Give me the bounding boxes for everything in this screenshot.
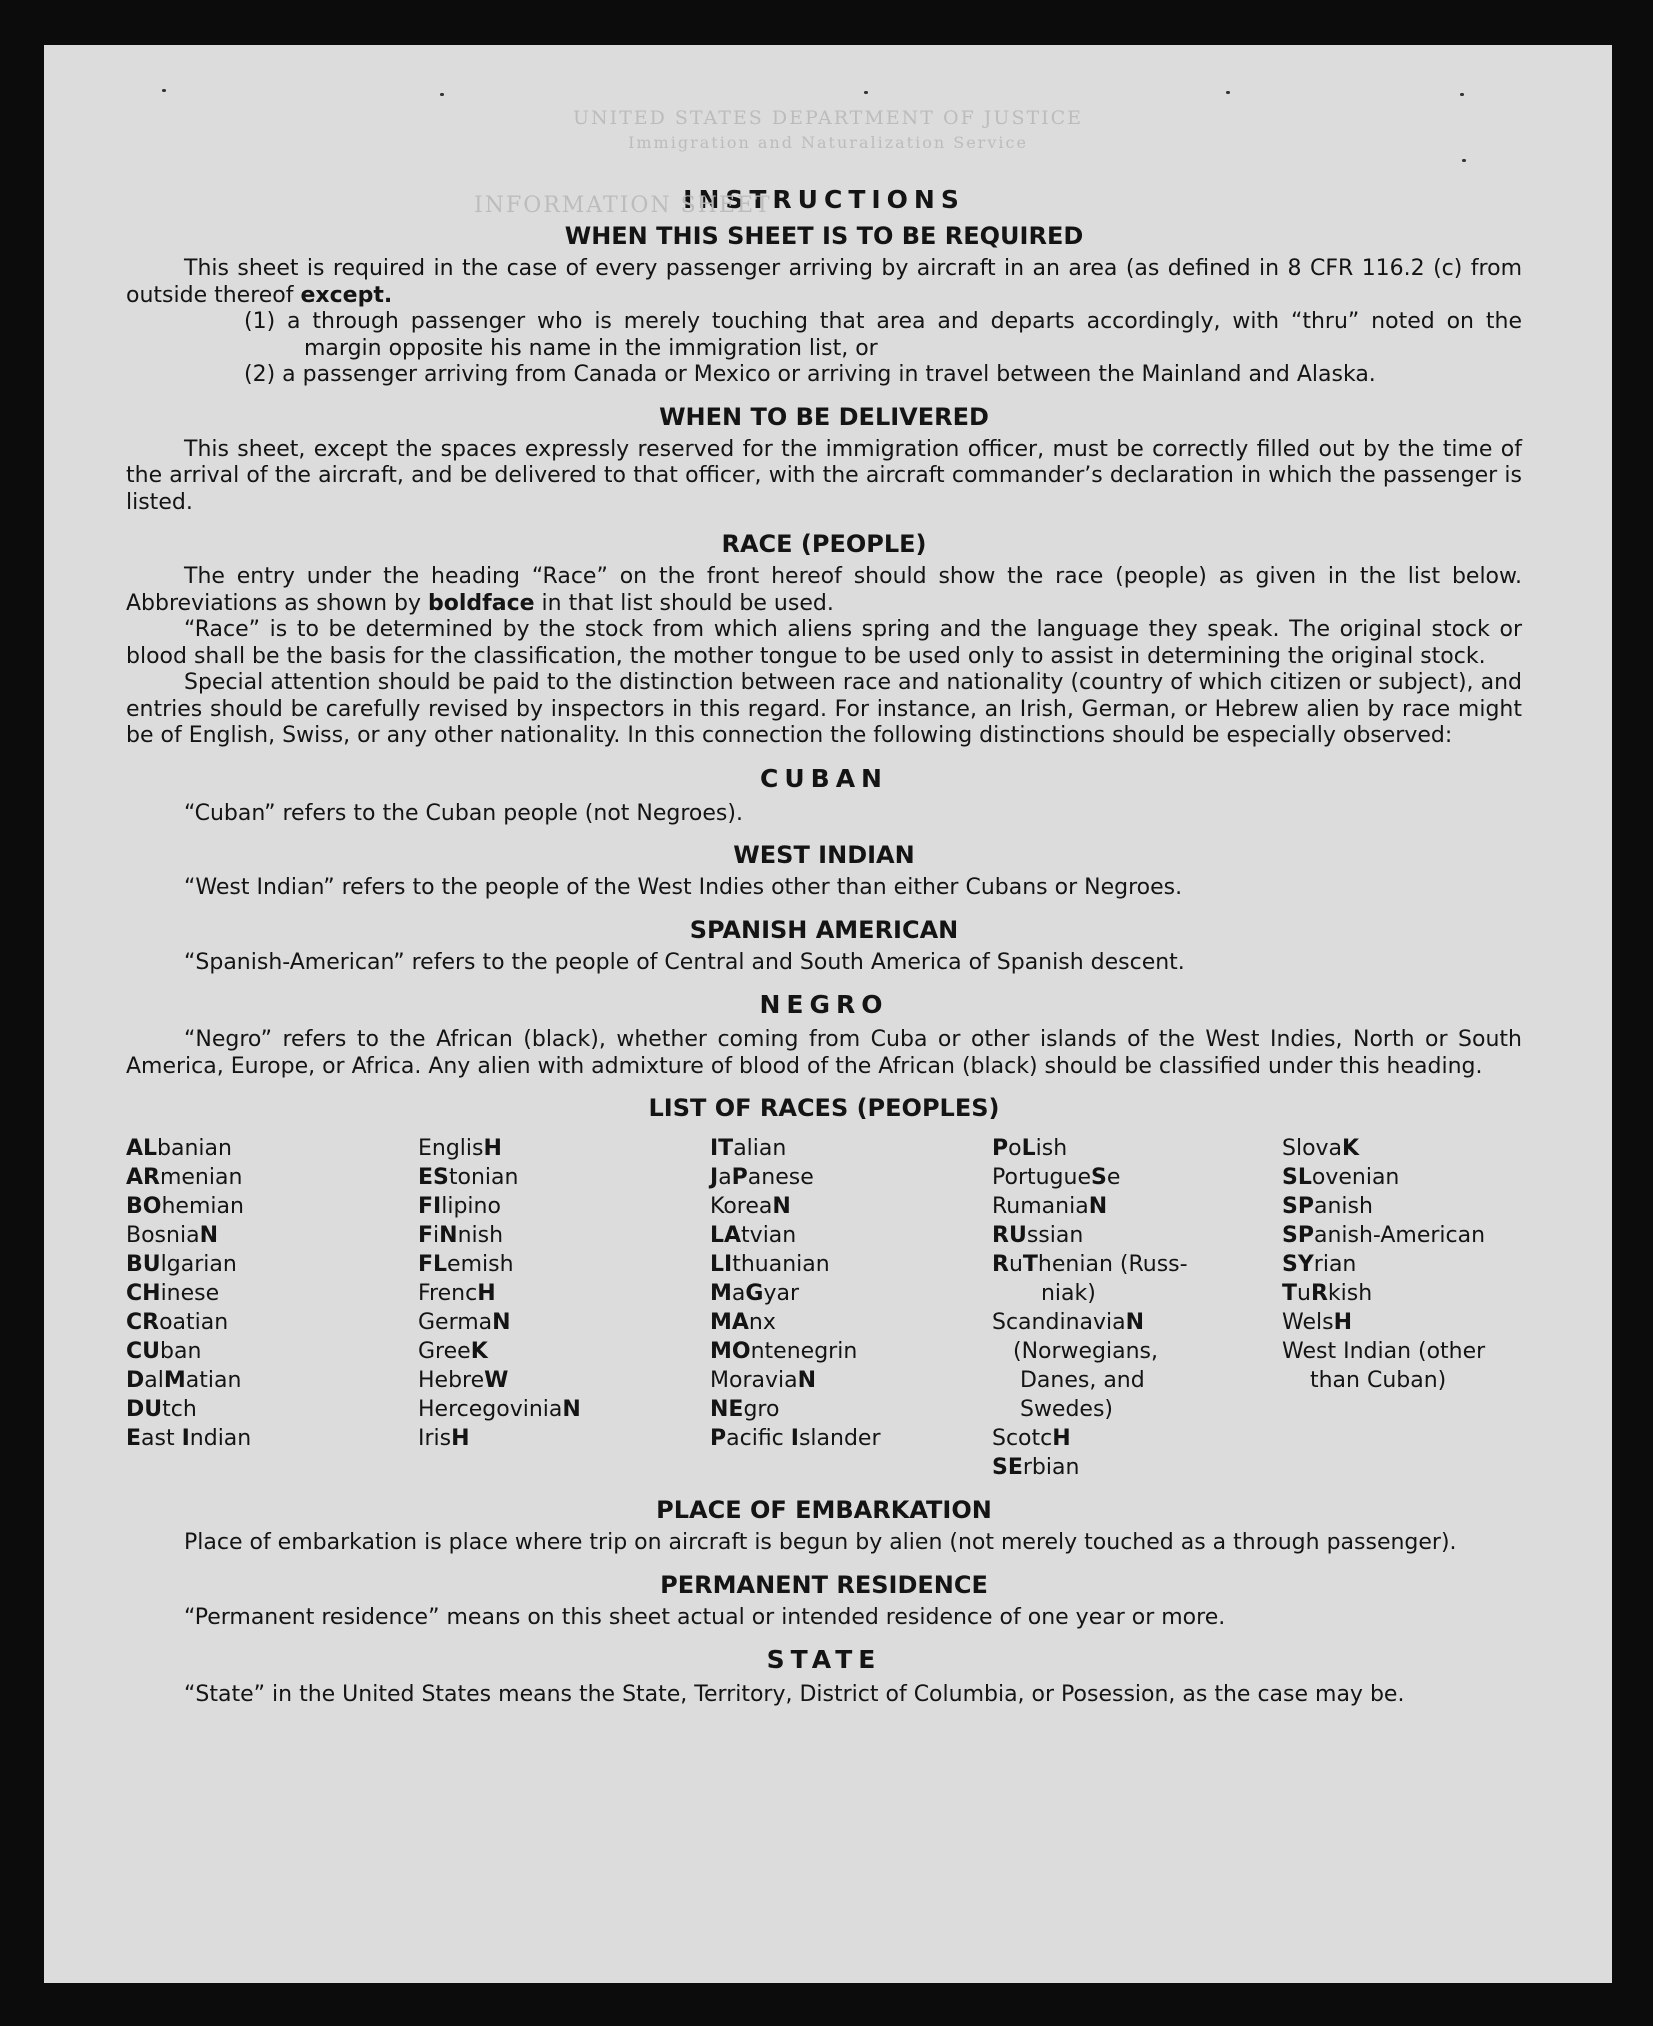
show-through-title: INFORMATION SHEET	[474, 193, 772, 218]
race-item: DalMatian	[126, 1368, 242, 1393]
race-item: BosniaN	[126, 1223, 218, 1248]
show-through-subheader: Immigration and Naturalization Service	[628, 133, 1028, 152]
race-item: LIthuanian	[710, 1252, 830, 1277]
race-item: West Indian (other than Cuban)	[1282, 1339, 1486, 1393]
spanish-american-text: “Spanish-American” refers to the people of Central and South America of Spanish descent.	[184, 949, 1185, 975]
race-item: CRoatian	[126, 1310, 229, 1335]
race-item: SLovenian	[1282, 1165, 1400, 1190]
race-item: BOhemian	[126, 1194, 244, 1219]
race-heading: RACE (PEOPLE)	[721, 530, 927, 558]
race-item: FiNnish	[418, 1223, 504, 1248]
race-item: CHinese	[126, 1281, 220, 1306]
race-item: ALbanian	[126, 1136, 232, 1161]
race-item: LAtvian	[710, 1223, 797, 1248]
race-paragraph-1: The entry under the heading “Race” on the front hereof should show the race (people) as given in the list below. Abbreviations as shown by boldface in that list should be used.	[126, 564, 1522, 616]
specks	[1462, 159, 1466, 162]
race-item: East Indian	[126, 1426, 252, 1451]
race-item: MAnx	[710, 1310, 776, 1335]
race-item: GermaN	[418, 1310, 511, 1335]
race-paragraph-2: “Race” is to be determined by the stock from which aliens spring and the language they speak. The original stock or blood shall be the basis for the classification, the mother tongue to be used only to assist in determining the original stock.	[126, 617, 1522, 669]
race-item: SPanish	[1282, 1194, 1373, 1219]
page-title: INSTRUCTIONS	[683, 185, 965, 214]
state-heading: STATE	[766, 1645, 882, 1674]
show-through-header: UNITED STATES DEPARTMENT OF JUSTICE	[572, 107, 1084, 129]
specks	[1460, 93, 1464, 96]
when-required-item-2: (2) a passenger arriving from Canada or Mexico or arriving in travel between the Mainland and Alaska.	[244, 362, 1376, 387]
race-item: FrencH	[418, 1281, 496, 1306]
embarkation-text: Place of embarkation is place where trip on aircraft is begun by alien (not merely touched as a through passenger).	[184, 1530, 1457, 1555]
races-column-4	[992, 1134, 1282, 1482]
races-column-3	[710, 1134, 992, 1482]
when-required-item-1: (1) a through passenger who is merely touching that area and departs accordingly, with “thru” noted on the margin opposite his name in the immigration list, or	[244, 309, 1522, 361]
when-delivered-heading: WHEN TO BE DELIVERED	[659, 402, 989, 431]
race-item: MoraviaN	[710, 1368, 817, 1393]
races-column-5	[1282, 1134, 1542, 1482]
race-item: WelsH	[1282, 1310, 1352, 1335]
race-item: SErbian	[992, 1455, 1080, 1480]
race-item: RumaniaN	[992, 1194, 1108, 1219]
race-item: ScotcH	[992, 1426, 1071, 1451]
race-item: MOntenegrin	[710, 1339, 858, 1364]
race-item: SYrian	[1282, 1252, 1357, 1277]
race-item: ITalian	[710, 1136, 787, 1161]
specks	[162, 89, 166, 92]
specks	[864, 91, 868, 94]
race-item: FIlipino	[418, 1194, 501, 1219]
west-indian-text: “West Indian” refers to the people of the West Indies other than either Cubans or Negroes.	[184, 875, 1183, 900]
race-item: ARmenian	[126, 1165, 243, 1190]
race-item: EStonian	[418, 1165, 519, 1190]
cuban-text: “Cuban” refers to the Cuban people (not Negroes).	[184, 800, 743, 826]
race-item: JaPanese	[710, 1165, 814, 1190]
race-item: HebreW	[418, 1368, 509, 1393]
race-item: BUlgarian	[126, 1252, 237, 1277]
race-item: RuThenian (Russ- niak)	[992, 1252, 1188, 1306]
race-item: KoreaN	[710, 1194, 791, 1219]
race-item: PortugueSe	[992, 1165, 1121, 1190]
negro-text: “Negro” refers to the African (black), whether coming from Cuba or other islands of the West Indies, North or South America, Europe, or Africa. Any alien with admixture of blood of the African (black) should be classified under this heading.	[126, 1027, 1522, 1079]
permanent-residence-heading: PERMANENT RESIDENCE	[660, 1570, 988, 1599]
race-item: IrisH	[418, 1426, 470, 1451]
race-item: Pacific Islander	[710, 1426, 881, 1451]
race-item: RUssian	[992, 1223, 1084, 1248]
race-item: PoLish	[992, 1136, 1068, 1161]
race-item: GreeK	[418, 1339, 488, 1364]
state-text: “State” in the United States means the State, Territory, District of Columbia, or Posession, as the case may be.	[184, 1682, 1405, 1707]
specks	[1226, 91, 1230, 94]
race-paragraph-3: Special attention should be paid to the distinction between race and nationality (country of which citizen or subject), and entries should be carefully revised by inspectors in this regard. For instance, an Irish, German, or Hebrew alien by race might be of English, Swiss, or any other nationality. In this connection the following distinctions should be especially observed:	[126, 670, 1522, 748]
when-delivered-text: This sheet, except the spaces expressly reserved for the immigration officer, must be correctly filled out by the time of the arrival of the aircraft, and be delivered to that officer, with the aircraft commander’s declaration in which the passenger is listed.	[126, 436, 1522, 515]
races-column-1	[126, 1134, 418, 1482]
when-required-intro: This sheet is required in the case of every passenger arriving by aircraft in an area (as defined in 8 CFR 116.2 (c) from outside thereof except.	[126, 256, 1522, 308]
permanent-residence-text: “Permanent residence” means on this sheet actual or intended residence of one year or more.	[184, 1604, 1226, 1630]
west-indian-heading: WEST INDIAN	[733, 841, 915, 869]
race-item: ScandinaviaN (Norwegians, Danes, and Swedes)	[992, 1310, 1159, 1422]
race-item: CUban	[126, 1339, 202, 1364]
races-column-2	[418, 1134, 710, 1482]
race-item: SPanish-American	[1282, 1223, 1486, 1248]
embarkation-heading: PLACE OF EMBARKATION	[656, 1496, 992, 1524]
race-item: SlovaK	[1282, 1136, 1360, 1161]
race-item: NEgro	[710, 1397, 780, 1422]
race-item: EnglisH	[418, 1136, 502, 1161]
race-item: FLemish	[418, 1252, 514, 1277]
list-of-races-heading: LIST OF RACES (PEOPLES)	[648, 1094, 1000, 1122]
race-item: DUtch	[126, 1397, 197, 1422]
list-of-races	[126, 1134, 1522, 1482]
when-required-heading: WHEN THIS SHEET IS TO BE REQUIRED	[564, 222, 1084, 250]
specks	[440, 93, 444, 96]
cuban-heading: CUBAN	[760, 763, 888, 793]
race-item: MaGyar	[710, 1281, 799, 1306]
race-item: TuRkish	[1282, 1281, 1373, 1306]
negro-heading: NEGRO	[759, 990, 889, 1019]
spanish-american-heading: SPANISH AMERICAN	[689, 915, 959, 944]
race-item: HercegoviniaN	[418, 1397, 581, 1422]
document-sheet	[44, 45, 1612, 1983]
